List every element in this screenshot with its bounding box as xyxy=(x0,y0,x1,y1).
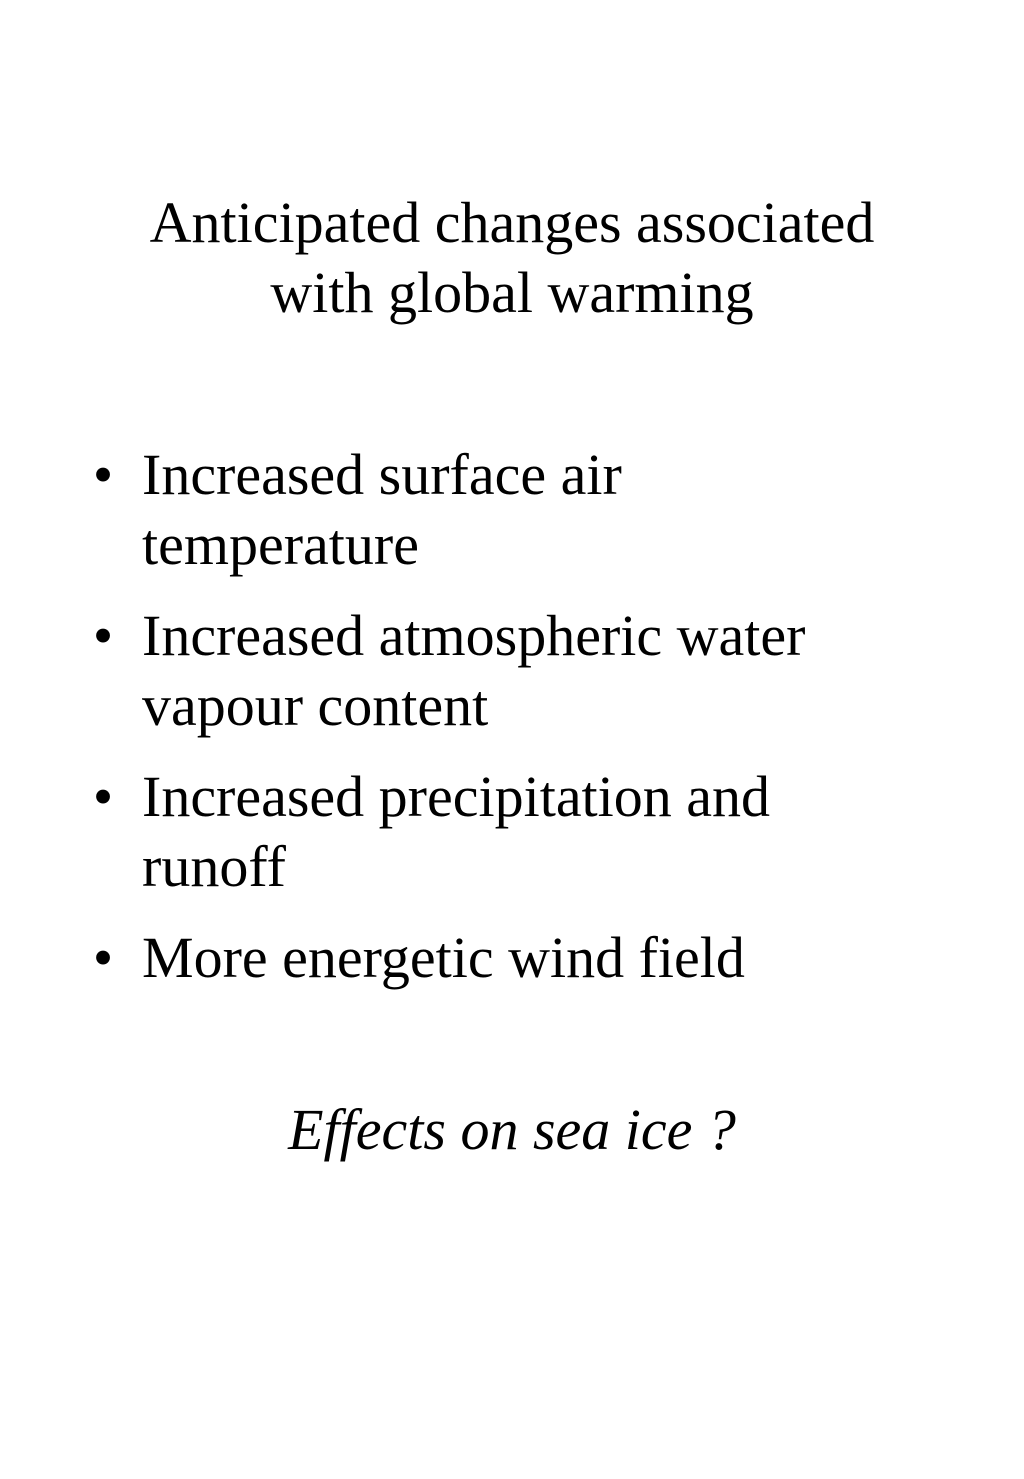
bullet-text-line: runoff xyxy=(142,834,286,899)
bullet-text-line: Increased surface air xyxy=(142,442,622,507)
slide-title-line-2: with global warming xyxy=(270,260,754,325)
bullet-point-icon: • xyxy=(92,442,114,507)
bullet-point-icon: • xyxy=(92,764,114,829)
bullet-text xyxy=(142,762,902,902)
closing-question: Effects on sea ice ? xyxy=(288,1097,736,1162)
bullet-text xyxy=(142,923,902,993)
bullet-text-line: Increased precipitation and xyxy=(142,764,771,829)
bullet-text-line: Increased atmospheric water xyxy=(142,603,806,668)
bullet-item-surface-air-temperature xyxy=(0,440,1024,580)
bullet-text xyxy=(142,440,902,580)
slide-title-line-1: Anticipated changes associated xyxy=(149,190,875,255)
bullet-item-wind-field xyxy=(0,923,1024,993)
bullet-text-line: More energetic wind field xyxy=(142,925,745,990)
bullet-text-line: vapour content xyxy=(142,673,489,738)
bullet-point-icon: • xyxy=(92,603,114,668)
bullet-item-precipitation-runoff xyxy=(0,762,1024,902)
bullet-item-water-vapour xyxy=(0,601,1024,741)
slide-title xyxy=(0,188,1024,328)
bullet-text xyxy=(142,601,902,741)
bullet-list xyxy=(0,440,1024,1014)
bullet-text-line: temperature xyxy=(142,512,419,577)
bullet-point-icon: • xyxy=(92,925,114,990)
